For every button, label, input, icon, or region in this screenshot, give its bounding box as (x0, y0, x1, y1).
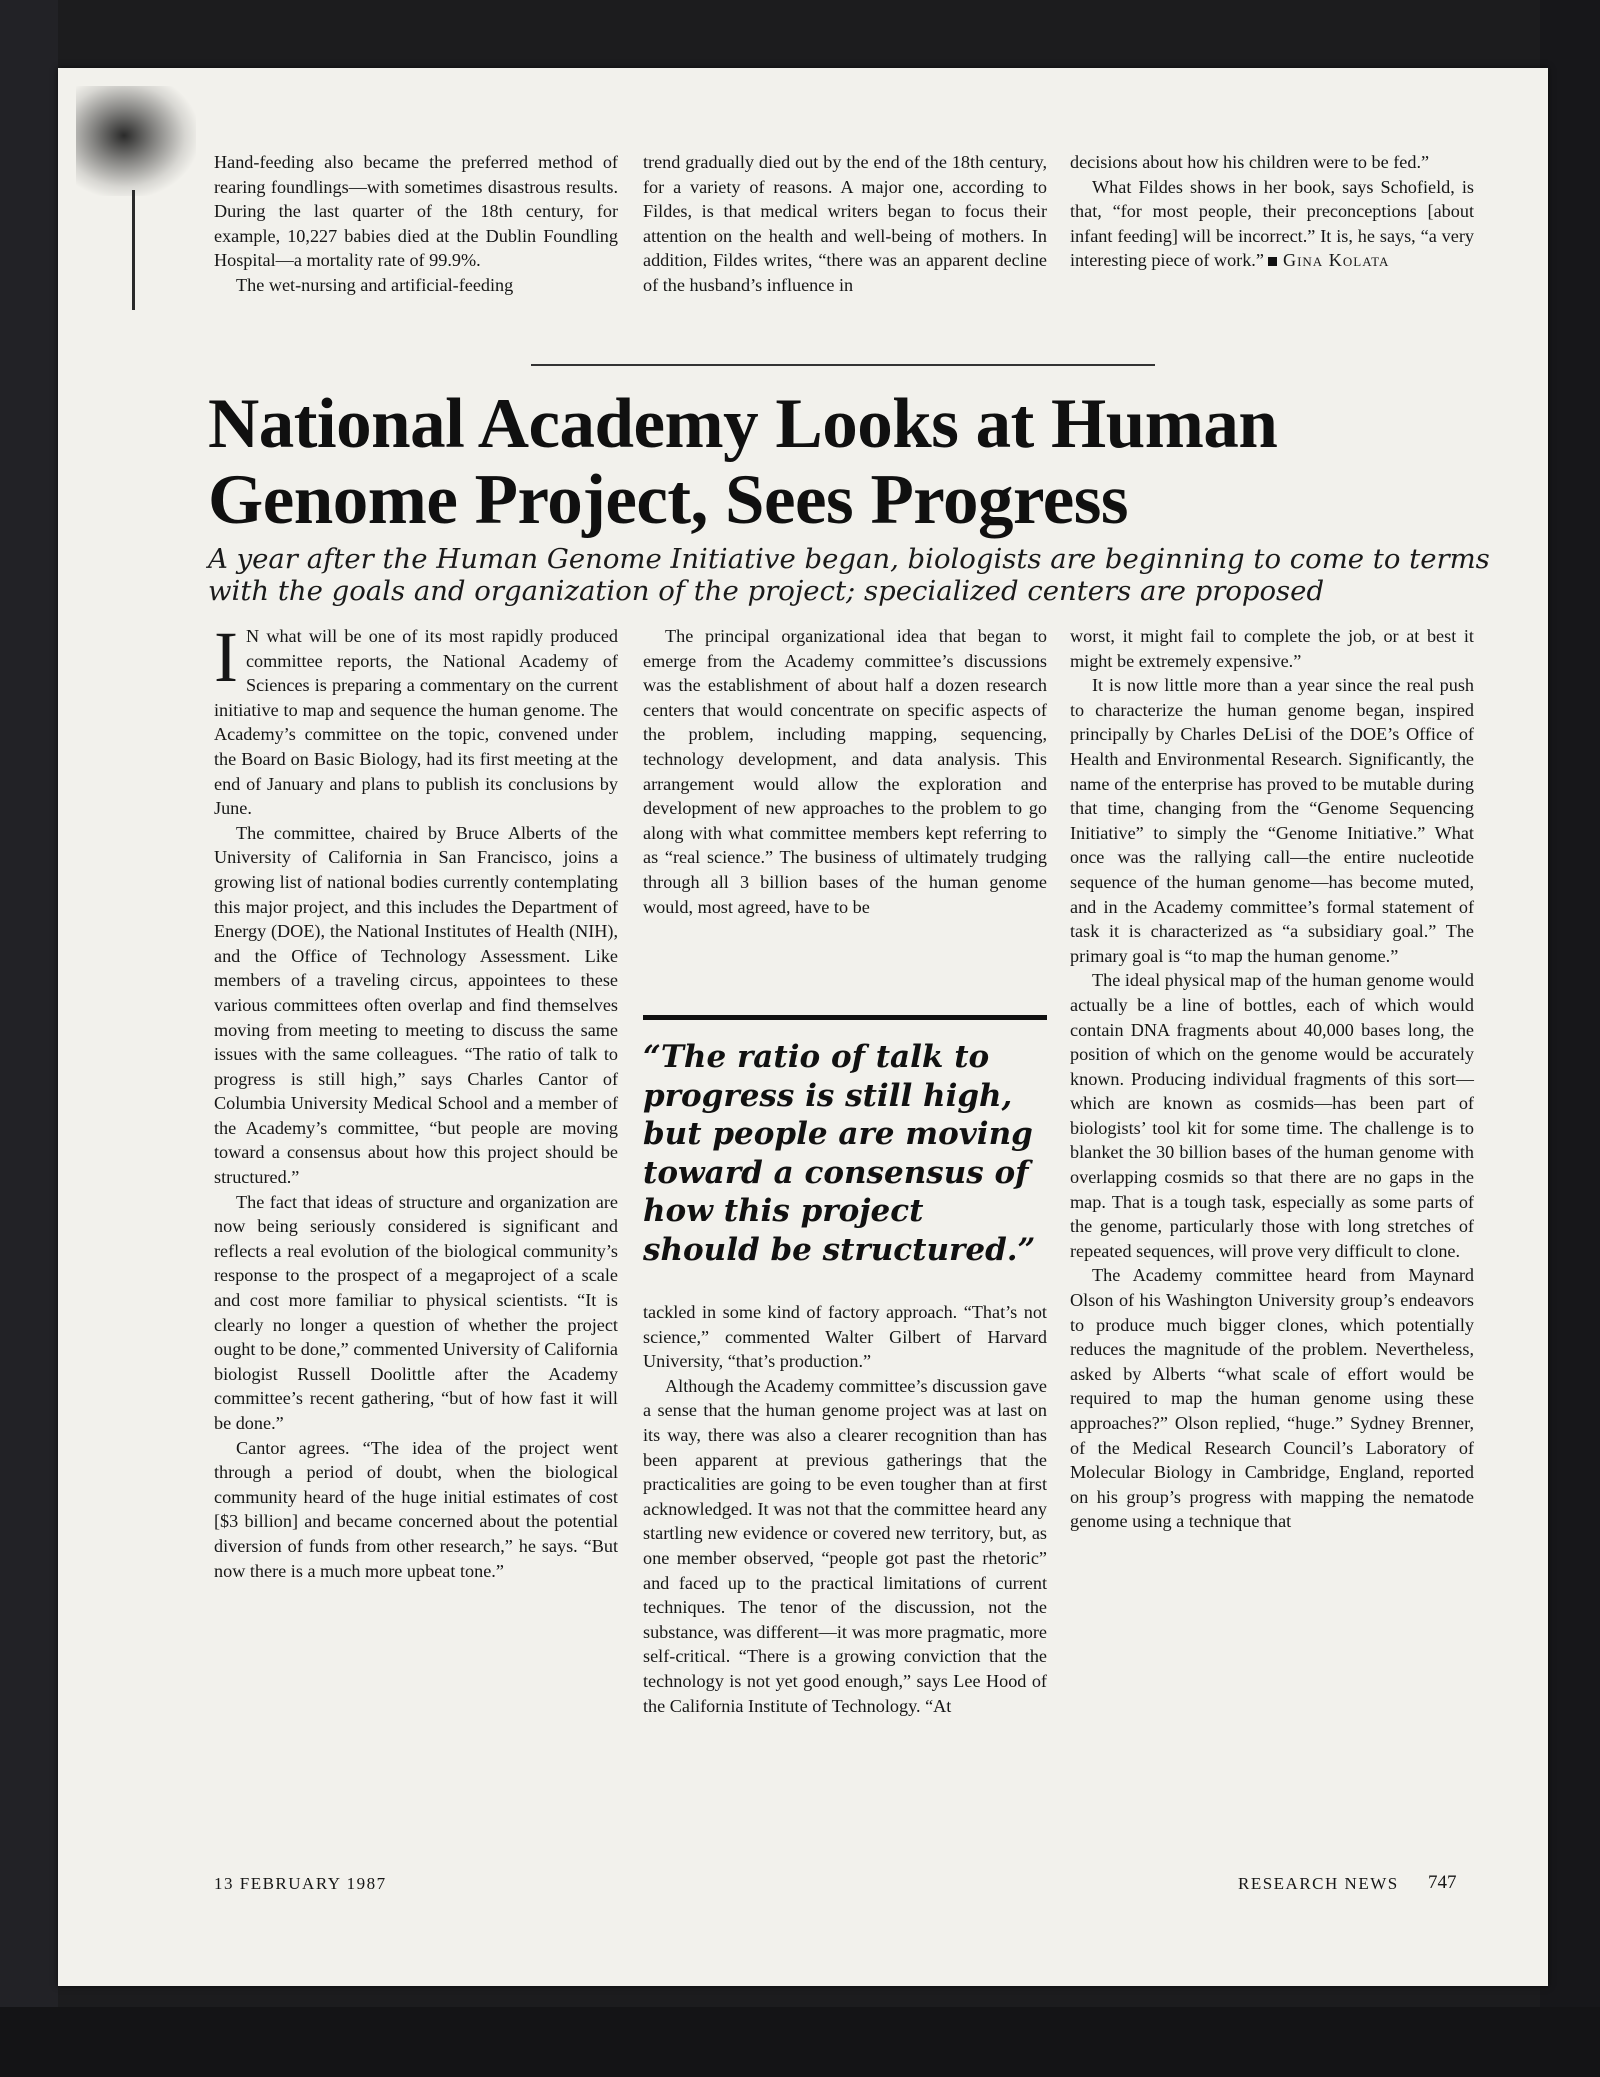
paragraph: The principal organizational idea that began to emerge from the Academy committee’s discussions was the establishment of about half a dozen research centers that would concentrate on specific aspects of the problem, including mapping, sequencing, technology development, and data analysis. This arrangement would allow the exploration and development of new approaches to the problem to go along with what committee members kept referring to as “real science.” The business of ultimately trudging through all 3 billion bases of the human genome would, most agreed, have to be (643, 626, 1047, 917)
lead-paragraph (214, 617, 618, 821)
end-mark-icon (1268, 257, 1277, 266)
magazine-page (58, 68, 1548, 1986)
paragraph: Although the Academy committee’s discussion gave a sense that the human genome project was at last on its way, there was also a clearer recognition than has been apparent at previous gatherings that the practicalities are going to be even tougher than at first acknowledged. It was not that the committee heard any startling new evidence or covered new territory, but, as one member observed, “people got past the rhetoric” and faced up to the practical limitations of current techniques. The tenor of the discussion, not the substance, was different—it was more pragmatic, more self-critical. “There is a growing conviction that the technology is not yet good enough,” says Lee Hood of the California Institute of Technology. “At (643, 1375, 1047, 1716)
article-column-3 (1070, 624, 1474, 1924)
paragraph: decisions about how his children were to be fed.” (1070, 152, 1430, 172)
byline: Gina Kolata (1282, 250, 1390, 271)
paragraph: tackled in some kind of factory approach. “That’s not science,” commented Walter Gilbert of Harvard University, “that’s production.” (643, 1302, 1047, 1372)
paragraph-with-byline (1070, 175, 1474, 273)
footer-date: 13 FEBRUARY 1987 (214, 1874, 387, 1893)
paragraph: The wet-nursing and artificial-feeding (236, 274, 514, 295)
headline: National Academy Looks at Human Genome Project, Sees Progress (208, 385, 1278, 539)
drop-cap: I (214, 617, 238, 697)
article-column-2-bottom (643, 1300, 1047, 1718)
ink-smudge (76, 86, 196, 196)
paragraph: Hand-feeding also became the preferred method of rearing foundlings—with sometimes disastrous results. During the last quarter of the 18th century, for example, 10,227 babies died at the Dublin Foundling Hospital—a mortality rate of 99.9%. (214, 152, 618, 271)
prev-article-column-2 (643, 150, 1047, 372)
lead-text: N what will be one of its most rapidly produced committee reports, the National Academy of Sciences is preparing a commentary on the current initiative to map and sequence the human genome. The Academy’s committee on the topic, convened under the Board on Basic Biology, had its first meeting at the end of January and plans to publish its conclusions by June. (214, 626, 618, 819)
scan-border-left (0, 0, 58, 2077)
article-column-1 (214, 617, 618, 1924)
deck-subtitle: A year after the Human Genome Initiative began, biologists are beginning to come to terms with the goals and organization of the project; specialized centers are proposed (208, 543, 1490, 607)
ink-smudge-line (132, 190, 135, 310)
prev-article-column-3 (1070, 150, 1474, 372)
scan-border-right (1540, 0, 1600, 2077)
prev-article-column-1 (214, 150, 618, 372)
paragraph: Cantor agrees. “The idea of the project went through a period of doubt, when the biological community heard of the huge initial estimates of cost [$3 billion] and became concerned about the potential diversion of funds from other research,” he says. “But now there is a much more upbeat tone.” (214, 1437, 618, 1581)
pull-quote: “The ratio of talk to progress is still high, but people are moving toward a consensus of how this project should be structured.” (643, 1039, 1036, 1268)
page-number: 747 (1428, 1872, 1457, 1893)
footer-section: RESEARCH NEWS (1238, 1874, 1399, 1893)
article-column-2-top (643, 624, 1047, 919)
paragraph: The fact that ideas of structure and organization are now being seriously considered is significant and reflects a real evolution of the biological community’s response to the prospect of a megaproject of a scale and cost more familiar to physical scientists. “It is clearly no longer a question of whether the project ought to be done,” commented University of California biologist Russell Doolittle after the Academy committee’s recent gathering, “but of how fast it will be done.” (214, 1191, 618, 1433)
paragraph: It is now little more than a year since the real push to characterize the human genome began, inspired principally by Charles DeLisi of the DOE’s Office of Health and Environmental Research. Significantly, the name of the enterprise has proved to be mutable during that time, changing from the “Genome Sequencing Initiative” to simply the “Genome Initiative.” What once was the rallying call—the entire nucleotide sequence of the human genome—has become muted, and in the Academy committee’s formal statement of task it is characterized as “a subsidiary goal.” The primary goal is “to map the human genome.” (1070, 675, 1474, 966)
section-divider (531, 364, 1155, 366)
paragraph: The ideal physical map of the human genome would actually be a line of bottles, each of which would contain DNA fragments about 40,000 bases long, the position of which on the genome would be accurately known. Producing individual fragments of this sort—which are known as cosmids—has been part of biologists’ tool kit for some time. The challenge is to blanket the 30 billion bases of the human genome with overlapping cosmids so that there are no gaps in the map. That is a tough task, especially as some parts of the genome, particularly those with long stretches of repeated sequences, will prove very difficult to clone. (1070, 970, 1474, 1261)
scan-border-bottom (0, 2007, 1600, 2077)
paragraph-text: What Fildes shows in her book, says Schofield, is that, “for most people, their preconceptions [about infant feeding] will be incorrect.” It is, he says, “a very interesting piece of work.” (1070, 176, 1474, 271)
paragraph: trend gradually died out by the end of the 18th century, for a variety of reasons. A major one, according to Fildes, is that medical writers began to focus their attention on the health and well-being of mothers. In addition, Fildes writes, “there was an apparent decline of the husband’s influence in (643, 152, 1047, 295)
paragraph: The Academy committee heard from Maynard Olson of his Washington University group’s endeavors to produce much bigger clones, which potentially reduces the magnitude of the problem. Nevertheless, asked by Alberts “what scale of effort would be required to map the human genome using these approaches?” Olson replied, “huge.” Sydney Brenner, of the Medical Research Council’s Laboratory of Molecular Biology in Cambridge, England, reported on his group’s progress with mapping the nematode genome using a technique that (1070, 1265, 1474, 1532)
paragraph: worst, it might fail to complete the job, or at best it might be extremely expensive.” (1070, 626, 1474, 671)
paragraph: The committee, chaired by Bruce Alberts of the University of California in San Francisco, joins a growing list of national bodies currently contemplating this major project, and this includes the Department of Energy (DOE), the National Institutes of Health (NIH), and the Office of Technology Assessment. Like members of a traveling circus, appointees to these various committees often overlap and find themselves moving from meeting to meeting to discuss the same issues with the same colleagues. “The ratio of talk to progress is still high,” says Charles Cantor of Columbia University Medical School and a member of the Academy’s committee, “but people are moving toward a consensus about how this project should be structured.” (214, 822, 618, 1188)
pull-quote-rule (643, 1015, 1047, 1020)
